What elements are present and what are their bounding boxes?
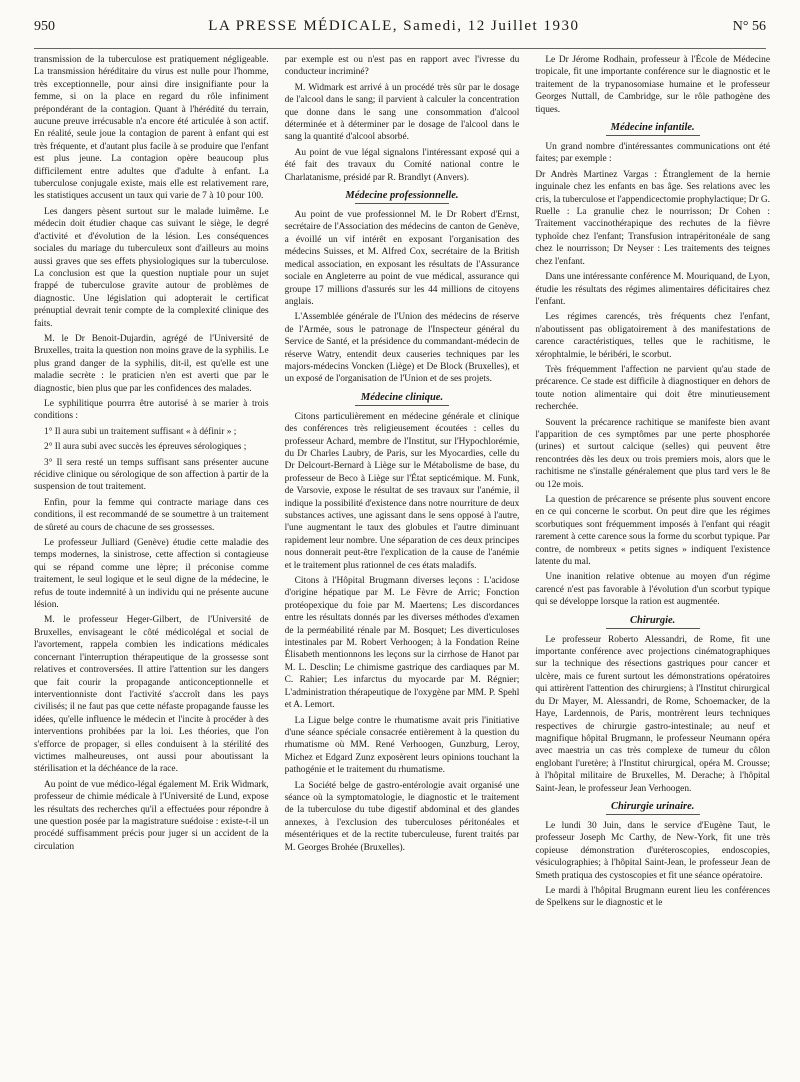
column-middle (285, 54, 520, 1074)
paragraph: Citons particulièrement en médecine générale et clinique des conférences très religieusement écoutées : celles du professeur Achard, membre de l'Institut, sur l'Hypochlorémie, du Dr Charles Laubry, de Paris, sur les Myocardies, celle du Dr Delcourt-Bernard à Liège sur le Métabolisme de base, du professeur de Beco à Liège sur l'État septicémique. M. Funk, de Varsovie, expose le résultat de ses travaux sur l'anémie, il indique la possibilité d'existence dans notre nourriture de deux substances actives, une agissant dans le sens opposé à l'autre, l'une augmentant le taux des globules et l'autre diminuant rapidement leur nombre. Une séparation de ces deux principes nous donnerait peut-être l'explication de la cause de l'anémie et le traitement plus rationnel de ces états maladifs. (284, 411, 520, 571)
page-header (34, 18, 766, 49)
paragraph: La question de précarence se présente plus souvent encore en ce qui concerne le scorbut. On peut dire que les régimes scorbutiques sont fréquemment imposés à l'enfant qui réagit rarement à cette carence sous la forme du scorbut typique. Par contre, de nombreux « petits signes » indiquent l'existence latente du mal. (535, 495, 770, 568)
section-heading: Chirurgie urinaire. (535, 801, 770, 815)
paragraph: transmission de la tuberculose est pratiquement négligeable. La transmission héréditaire du virus est nulle pour l'homme, très exceptionnelle, pour ainsi dire insignifiante pour la femme, si on la place en regard du rôle infiniment prépondérant de la contagion. Quant à l'hérédité du terrain, aucune preuve irrécusable n'a encore été articulée à son actif. En réalité, seule joue la contagion de parent à enfant qui est très fréquente, et d'autant plus facile à se produire que l'enfant est plus jeune. La contagion opère beaucoup plus difficilement entre adultes que d'adulte à enfant. La tuberculose conjugale existe, mais elle est relativement rare, les statistiques accusent un taux qui varie de 7 à 10 pour 100. (34, 55, 269, 202)
paragraph: Les dangers pèsent surtout sur le malade luimême. Le médecin doit étudier chaque cas suivant le siège, le degré d'activité et d'évolution de la lésion. Les conséquences sociales du mariage du tuberculeux sont d'ailleurs au moins aussi graves que ses effets physiologiques sur la tuberculose. La conclusion est que la question nuptiale pour un sujet frappé de tuberculose gravite autour de problèmes de diagnostic. Une législation qui adopterait le certificat prénuptial devrait tenir compte de la complexité clinique des faits. (34, 206, 269, 329)
section-heading: Médecine infantile. (535, 122, 770, 136)
paragraph: 2° Il aura subi avec succès les épreuves sérologiques ; (44, 442, 247, 453)
paragraph: Très fréquemment l'affection ne parvient qu'au stade de précarence. Ce stade est difficile à diagnostiquer en dehors de toute notion alimentaire qui doit être minutieusement recherchée. (535, 364, 770, 413)
journal-title: LA PRESSE MÉDICALE, Samedi, 12 Juillet 1930 (208, 18, 580, 34)
paragraph: Dans une intéressante conférence M. Mouriquand, de Lyon, étudie les résultats des régimes alimentaires déficitaires chez l'enfant. (535, 272, 770, 307)
paragraph: Le Dr Jérome Rodhain, professeur à l'École de Médecine tropicale, fit une importante conférence sur le diagnostic et le traitement de la trypanosomiase humaine et le professeur Georges Nuttall, de Cambridge, sur le rôle pathogène des tiques. (535, 55, 770, 115)
paragraph: Le lundi 30 Juin, dans le service d'Eugène Taut, le professeur Joseph Mc Carthy, de New-York, fit une très copieuse démonstration d'uréteroscopies, endoscopies, vésiculographies; à l'hôpital Saint-Jean, le professeur Jean de Smeth pratiqua des cystoscopies et fit une séance opératoire. (535, 820, 770, 881)
paragraph: Le professeur Roberto Alessandri, de Rome, fit une importante conférence avec projections cinématographiques sur la technique des résections gastriques pour cancer et ulcère, mais ce furent surtout les démonstrations opératoires qui attirèrent l'attention des chirurgiens; à l'Institut chirurgical du Dr Mayer, M. Alessandri, de Rome, Schoemacker, de la Haye, Lardennois, de Paris, montrèrent leurs techniques respectives de chirurgie gastro-intestinale; au neuf et magnifique hôpital Brugmann, le professeur Neumann opéra avec maestria un cas très complexe de tumeur du côlon englobant l'uretère; à l'Institut chirurgical, opéra M. Crousse; à l'hôpital militaire de Bruxelles, M. Derache; à l'hôpital Saint-Jean, le professeur Jean Verhoogen. (535, 634, 770, 794)
paragraph: M. le professeur Heger-Gilbert, de l'Université de Bruxelles, envisageant le côté médicolégal et social de l'avortement, rappela combien les indications médicales concernant l'interruption thérapeutique de la grossesse sont relatives et controversées. Il attire l'attention sur les dangers que fait courir la propagande anticonceptionnelle et interventionniste dont l'activité s'accroît dans les pays civilisés; il ne faut pas que cette néfaste propagande fausse les idées, qu'elle influence le médecin et l'incite à procéder à des interventions prohibées par la loi. Les théories, que l'on s'efforce de propager, si elles conduisent à la stérilité des victimes malheureuses, ont aussi pour aboutissant la stérilisation et la déchéance de la race. (34, 615, 269, 775)
text-columns (34, 54, 770, 1074)
page-number: 950 (34, 19, 55, 34)
paragraph: Le mardi à l'hôpital Brugmann eurent lieu les conférences de Spelkens sur le diagnostic et le (535, 885, 770, 909)
column-right (535, 54, 770, 1074)
paragraph: L'Assemblée générale de l'Union des médecins de réserve de l'Armée, sous le patronage de l'Inspecteur général du Service de Santé, et la présidence du commandant-médecin de réserve Watry, entendit deux causeries techniques par les majors-médecins Voncken (Liège) et De Block (Bruxelles), et un exposé de l'organisation de l'Union et de ses projets. (284, 312, 520, 385)
paragraph: Un grand nombre d'intéressantes communications ont été faites; par exemple : (535, 142, 770, 165)
paragraph: Le syphilitique pourrra être autorisé à se marier à trois conditions : (34, 398, 269, 422)
section-heading: Médecine professionnelle. (285, 190, 520, 204)
paragraph: Le professeur Julliard (Genève) étudie cette maladie des temps modernes, la sinistrose, cette affection si contagieuse qui se répand comme une lèpre; il préconise comme traitement, le seul logique et le seul digne de la médecine, le refus de toute indemnité à un individu qui ne présente aucune lésion. (34, 538, 269, 611)
paragraph: La Société belge de gastro-entérologie avait organisé une séance où la symptomatologie, le diagnostic et le traitement de la tuberculose du tube digestif abdominal et des glandes annexes, à l'exclusion des tuberculoses péritonéales et mésentériques et de la rectite tuberculeuse, furent traités par M. Georges Brohée (Bruxelles). (284, 780, 520, 853)
column-left (34, 54, 269, 1074)
paragraph: Au point de vue professionnel M. le Dr Robert d'Ernst, secrétaire de l'Association des médecins de canton de Genève, a évoillé un vif intérêt en exposant l'organisation des médecins Suisses, et M. Alfred Cox, secrétaire de la British medical association, en exposant les résultats de l'Assurance sociale en Angleterre au point de vue médical, assurance qui groupe 17 millions d'assurés sur les 44 millions de citoyens anglais. (284, 210, 520, 307)
section-heading: Médecine clinique. (285, 392, 520, 406)
paragraph: 3° Il sera resté un temps suffisant sans présenter aucune récidive clinique ou sérologique de son affection à partir de la suspension de tout traitement. (34, 457, 269, 493)
paragraph: Dr Andrès Martinez Vargas : Étranglement de la hernie inguinale chez les enfants en bas âge. Ses relations avec les cris, la tuberculose et l'appendicectomie prophylactique; Dr G. Ruelle : La granulie chez le nourrisson; Dr Cohen : Traitement vaccinothérapique des rechutes de la fièvre typhoïde chez l'enfant; Transfusion intrapéritonéale de sang chez le nourrisson; Dr Neyser : Les traitements des teignes chez l'enfant. (535, 169, 770, 267)
paragraph: Citons à l'Hôpital Brugmann diverses leçons : L'acidose d'origine hépatique par M. Le Fèvre de Arric; Fonction protéopexique du foie par M. Maertens; Les discordances entre les résultats donnés par les diverses méthodes d'examen de la perméabilité rénale par M. Bosquet; Les diverticuloses intestinales par M. Robert Verhoogen; à la Fondation Reine Élisabeth mentionnons les leçons sur la cirrhose de Hanot par M. L. Desclin; Le chimisme gastrique des cardiaques par M. C. Rahier; Les infarctus du myocarde par M. Régnier; L'administration thérapeutique de l'oxygène par MM. P. Spehl et A. Lemort. (284, 576, 520, 711)
paragraph: par exemple est ou n'est pas en rapport avec l'ivresse du conducteur incriminé? (284, 55, 520, 78)
paragraph: Les régimes carencés, très fréquents chez l'enfant, n'aboutissent pas obligatoirement à des manifestations de carence caractéristiques, telles que le rachitisme, le xérophtalmie, le béribéri, le scorbut. (535, 312, 770, 360)
paragraph: Souvent la précarence rachitique se manifeste bien avant l'apparition de ces symptômes par une perte phosphorée (urines) et surtout calcique (selles) qui peuvent être rencontrées dès les deux ou trois premiers mois, alors que le rachitisme ne s'installe généralement que plus tard vers le 8e ou 12e mois. (535, 417, 770, 490)
paragraph: Une inanition relative obtenue au moyen d'un régime carencé n'est pas favorable à l'évolution d'un scorbut typique qui se développe lorsque la ration est augmentée. (535, 572, 770, 608)
paragraph: Au point de vue légal signalons l'intéressant exposé qui a été fait des travaux du Comité national contre le Charlatanisme, présidé par R. Brandlyt (Anvers). (284, 147, 520, 183)
paragraph: 1° Il aura subi un traitement suffisant « à définir » ; (44, 426, 237, 437)
paragraph: La Ligue belge contre le rhumatisme avait pris l'initiative d'une séance spéciale consacrée entièrement à la question du rhumatisme où MM. René Verhoogen, Gunzburg, Leroy, Michez et Edgard Zunz exposèrent leurs opinions touchant la pathogénie et le traitement du rhumatisme. (284, 715, 520, 776)
paragraph: M. Widmark est arrivé à un procédé très sûr par le dosage de l'alcool dans le sang; il parvient à calculer la concentration que donne dans le sang une consommation d'alcool déterminée et à déterminer par le dosage de l'alcool dans le sang la quantité d'alcool absorbé. (284, 82, 520, 143)
section-heading: Chirurgie. (535, 615, 770, 629)
paragraph: M. le Dr Benoit-Dujardin, agrégé de l'Université de Bruxelles, traita la question non moins grave de la syphilis. Le plus grand danger de la syphilis, dit-il, est qu'elle est une maladie secrète : le praticien n'en est averti que par le diagnostic, bien plus que par les confidences des malades. (34, 333, 269, 394)
paragraph: Au point de vue médico-légal également M. Erik Widmark, professeur de chimie médicale à l'Université de Lund, expose les résultats des recherches qu'il a effectuées pour répondre à une question posée par la magistrature suédoise : existe-t-il un procédé suffisamment précis pour juger si un accident de la circulation (34, 779, 269, 852)
issue-number: N° 56 (732, 19, 766, 34)
paragraph: Enfin, pour la femme qui contracte mariage dans ces conditions, il est recommandé de se soumettre à un traitement de sûreté au cours de chacune de ses grossesses. (34, 497, 269, 533)
